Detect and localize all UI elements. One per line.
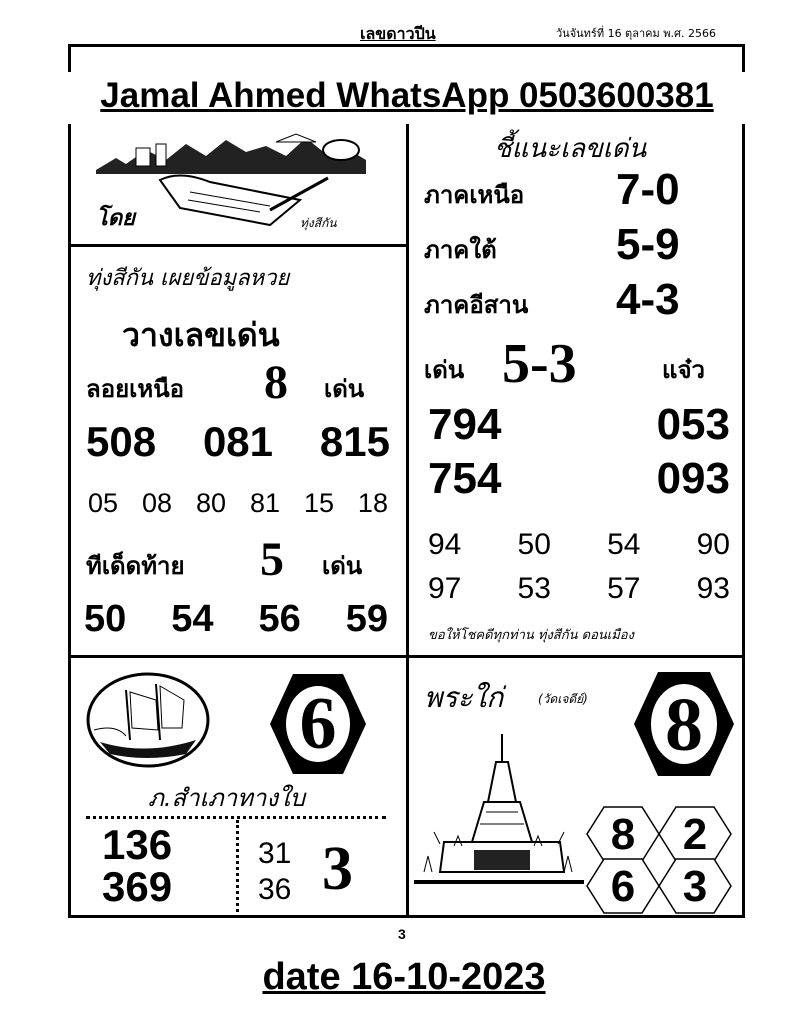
triple-number: 081 bbox=[202, 418, 274, 465]
landscape-illustration bbox=[96, 130, 366, 174]
pair-number: 90 bbox=[696, 528, 730, 561]
footer-date: date 16-10-2023 bbox=[262, 956, 546, 998]
small-hex-top-right bbox=[658, 806, 732, 862]
right-pairs-row-1 bbox=[428, 528, 730, 562]
triple-number: 053 bbox=[656, 400, 730, 449]
pair-number: 93 bbox=[696, 572, 730, 605]
pair-number: 08 bbox=[141, 488, 173, 518]
highlight-row bbox=[424, 332, 734, 394]
pair-number: 53 bbox=[517, 572, 551, 605]
tail-value: 5 bbox=[260, 533, 284, 586]
pair-number: 80 bbox=[195, 488, 227, 518]
highlight-prefix: เด่น bbox=[424, 356, 465, 384]
hex-number: 8 bbox=[665, 683, 703, 767]
middle-separator bbox=[68, 655, 745, 658]
bottom-triples bbox=[102, 821, 173, 910]
temple-title: พระใก่ bbox=[424, 681, 504, 714]
left-top-separator bbox=[68, 244, 408, 247]
hexagon-badge-6 bbox=[268, 672, 368, 776]
pair-number: 15 bbox=[303, 488, 334, 518]
pagoda-illustration bbox=[414, 732, 584, 892]
dotted-separator bbox=[236, 820, 239, 912]
publication-title: เลขดาวปีน bbox=[360, 24, 436, 43]
pair-number: 05 bbox=[88, 488, 119, 518]
tail-pair: 54 bbox=[171, 598, 214, 640]
region-value: 5-9 bbox=[616, 220, 680, 269]
illustration-caption-left: โดย bbox=[96, 206, 135, 231]
whatsapp-banner bbox=[62, 72, 752, 124]
illustration-caption-right: ทุ่งสีกัน bbox=[300, 216, 337, 230]
pair-number: 50 bbox=[517, 528, 551, 561]
hex-number: 6 bbox=[299, 683, 337, 765]
small-hex-number: 6 bbox=[610, 862, 636, 911]
small-hex-bottom-left bbox=[586, 858, 660, 914]
left-pairs bbox=[88, 488, 388, 519]
tail-row bbox=[86, 532, 396, 588]
pair-number: 54 bbox=[607, 528, 641, 561]
pair-number: 36 bbox=[258, 873, 292, 906]
pair-number: 57 bbox=[607, 572, 641, 605]
loi-label: ลอยเหนือ bbox=[86, 375, 185, 403]
right-footer: ขอให้โชคดีทุกท่าน ทุ่งสีกัน ดอนเมือง bbox=[428, 628, 634, 643]
small-hex-number: 2 bbox=[682, 810, 708, 859]
triple-number: 794 bbox=[428, 400, 502, 449]
triple-number: 136 bbox=[102, 821, 173, 868]
loi-row bbox=[86, 355, 396, 411]
region-row-northeast bbox=[424, 275, 734, 325]
small-hex-bottom-right bbox=[658, 858, 732, 914]
pair-number: 81 bbox=[249, 488, 280, 518]
triple-number: 754 bbox=[428, 454, 502, 503]
left-triples bbox=[86, 418, 390, 466]
right-triples-row-2 bbox=[428, 454, 730, 504]
region-label: ภาคใต้ bbox=[424, 236, 497, 264]
hexagon-badge-8 bbox=[632, 670, 736, 778]
temple-subtitle: (วัดเจดีย์) bbox=[538, 692, 588, 706]
tail-pair: 59 bbox=[345, 598, 388, 640]
sailboat-illustration bbox=[86, 670, 210, 770]
small-hex-top-left bbox=[586, 806, 660, 862]
banner-text: Jamal Ahmed WhatsApp 0503600381 bbox=[100, 76, 714, 115]
highlight-suffix: แจ๋ว bbox=[662, 356, 706, 384]
center-divider bbox=[406, 124, 409, 656]
region-row-south bbox=[424, 220, 734, 270]
date-line: วันจันทร์ที่ 16 ตุลาคม พ.ศ. 2566 bbox=[556, 27, 716, 40]
loi-suffix: เด่น bbox=[324, 375, 365, 403]
left-heading: วางเลขเด่น bbox=[122, 316, 280, 354]
tail-pair: 56 bbox=[258, 598, 301, 640]
small-hex-number: 3 bbox=[682, 862, 708, 911]
triple-number: 369 bbox=[102, 863, 173, 910]
bottom-single: 3 bbox=[322, 835, 353, 903]
right-triples-row-1 bbox=[428, 400, 730, 450]
region-label: ภาคอีสาน bbox=[424, 291, 529, 319]
triple-number: 815 bbox=[319, 418, 390, 465]
highlight-value: 5-3 bbox=[502, 333, 577, 395]
region-value: 4-3 bbox=[616, 275, 680, 324]
tail-suffix: เด่น bbox=[322, 552, 363, 580]
triple-number: 093 bbox=[656, 454, 730, 503]
region-row-north bbox=[424, 165, 734, 215]
right-title: ชี้แนะเลขเด่น bbox=[494, 134, 647, 164]
pair-number: 31 bbox=[258, 837, 292, 870]
region-label: ภาคเหนือ bbox=[424, 181, 525, 209]
boat-caption: ภ.สำเภาทางใบ bbox=[148, 784, 306, 812]
tail-label: ทีเด็ดท้าย bbox=[86, 552, 185, 580]
loi-value: 8 bbox=[264, 356, 288, 409]
pair-number: 97 bbox=[428, 572, 462, 605]
pair-number: 18 bbox=[357, 488, 388, 518]
bottom-pairs bbox=[258, 836, 291, 908]
triple-number: 508 bbox=[86, 418, 157, 465]
tail-pairs bbox=[84, 598, 388, 641]
left-subtitle: ทุ่งสีกัน เผยข้อมูลหวย bbox=[86, 266, 290, 291]
small-hex-number: 8 bbox=[610, 810, 636, 859]
right-pairs-row-2 bbox=[428, 572, 730, 606]
pair-number: 94 bbox=[428, 528, 462, 561]
bottom-divider bbox=[406, 656, 409, 918]
page-number: 3 bbox=[398, 926, 406, 942]
region-value: 7-0 bbox=[616, 165, 680, 214]
tail-pair: 50 bbox=[84, 598, 127, 640]
